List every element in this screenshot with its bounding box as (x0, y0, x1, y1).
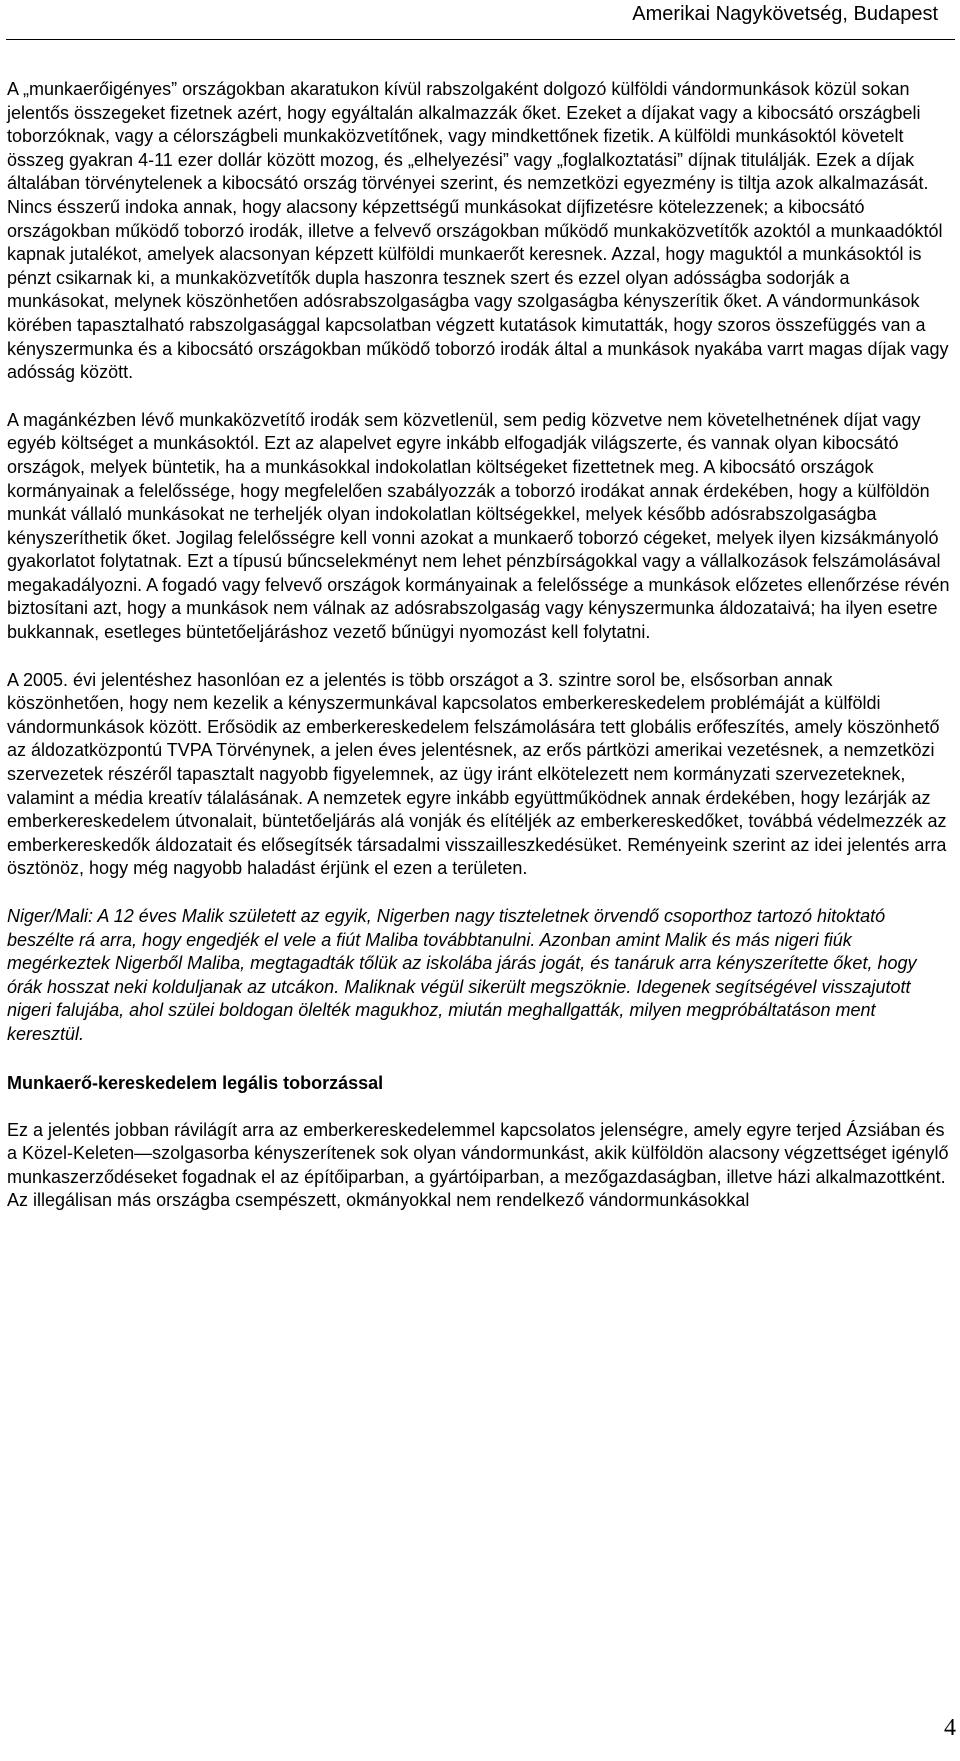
section-heading: Munkaerő-kereskedelem legális toborzással (7, 1072, 384, 1093)
document-body (7, 78, 951, 1237)
paragraph-tier-3: A 2005. évi jelentéshez hasonlóan ez a jelentés is több országot a 3. szintre sorol be, elsősorban annak köszönhetően, hogy nem kezelik a kényszermunkával kapcsolatos emberkereskedelem problémáját a külföldi vándormunkások között. Erősödik az emberkereskedelem felszámolására tett globális erőfeszítés, amely köszönhető az áldozatközpontú TVPA Törvénynek, a jelen éves jelentésnek, az erős pártközi amerikai vezetésnek, a nemzetközi szervezetek részéről tapasztalt nagyobb figyelemnek, az ügy iránt elkötelezett nem kormányzati szervezeteknek, valamint a média kreatív tálalásának. A nemzetek egyre inkább együttműködnek annak érdekében, hogy lezárják az emberkereskedelem útvonalait, büntetőeljárás alá vonják és elítéljék az emberkereskedőket, továbbá védelmezzék az emberkereskedők áldozatait és elősegítsék társadalmi visszailleszkedésüket. Reményeink szerint az idei jelentés arra ösztönöz, hogy még nagyobb haladást érjünk el ezen a területen. (7, 669, 947, 879)
running-header: Amerikai Nagykövetség, Budapest (632, 3, 938, 25)
case-study-niger-mali: Niger/Mali: A 12 éves Malik született az egyik, Nigerben nagy tiszteletnek örvendő csoporthoz tartozó hitoktató beszélte rá arra, hogy engedjék el vele a fiút Maliba továbbtanulni. Azonban amint Malik és más nigeri fiúk megérkeztek Nigerből Maliba, megtagadták tőlük az iskolába járás jogát, és tanáruk arra kényszerítette őket, hogy órák hosszat neki kolduljanak az utcákon. Maliknak végül sikerült megszöknie. Idegenek segítségével visszajutott nigeri falujába, ahol szülei boldogan ölelték magukhoz, miután meghallgatták, milyen megpróbáltatáson ment keresztül. (7, 906, 917, 1044)
paragraph-recruitment-fees: A „munkaerőigényes” országokban akaratukon kívül rabszolgaként dolgozó külföldi vándormunkások közül sokan jelentős összegeket fizetnek azért, hogy egyáltalán alkalmazzák őket. Ezeket a díjakat vagy a kibocsátó országbeli toborzóknak, vagy a célországbeli munkaközvetítőnek, vagy mindkettőnek fizetik. A külföldi munkásoktól követelt összeg gyakran 4-11 ezer dollár között mozog, és „elhelyezési” vagy „foglalkoztatási” díjnak titulálják. Ezek a díjak általában törvénytelenek a kibocsátó ország törvényei szerint, és nemzetközi egyezmény is tiltja azok alkalmazását. Nincs ésszerű indoka annak, hogy alacsony képzettségű munkásokat díjfizetésre kötelezzenek; a kibocsátó országokban működő toborzó irodák, illetve a felvevő országokban működő munkaközvetítők azoktól a munkaadóktól kapnak jutalékot, amelyek alacsonyan képzett külföldi munkaerőt keresnek. Azzal, hogy maguktól a munkásoktól is pénzt csikarnak ki, a munkaközvetítők dupla haszonra tesznek szert és ezzel olyan adósságba sodorják a munkásokat, melynek köszönhetően adósrabszolgaságba vagy szolgaságba kényszerítik őket. A vándormunkások körében tapasztalható rabszolgasággal kapcsolatban végzett kutatások kimutatták, hogy szoros összefüggés van a kényszermunka és a kibocsátó országokban működő toborzó irodák által a munkások nyakába varrt magas díjak vagy adósság között. (7, 79, 949, 383)
page-number: 4 (944, 1715, 956, 1741)
paragraph-private-agencies: A magánkézben lévő munkaközvetítő irodák sem közvetlenül, sem pedig közvetve nem követelhetnének díjat vagy egyéb költséget a munkásoktól. Ezt az alapelvet egyre inkább elfogadják világszerte, és vannak olyan kibocsátó országok, melyek büntetik, ha a munkásokkal indokolatlan költségeket fizettetnek meg. A kibocsátó országok kormányainak a felelőssége, hogy megfelelően szabályozzák a toborzó irodákat annak érdekében, hogy a külföldön munkát vállaló munkásokat ne terheljék olyan indokolatlan költségekkel, melyek később adósrabszolgaságba kényszeríthetik őket. Jogilag felelősségre kell vonni azokat a munkaerő toborzó cégeket, melyek ilyen kizsákmányoló gyakorlatot folytatnak. Ezt a típusú bűncselekményt nem lehet pénzbírságokkal vagy a vállalkozások felszámolásával megakadályozni. A fogadó vagy felvevő országok kormányainak a felelőssége a munkások előzetes ellenőrzése révén biztosítani azt, hogy a munkások nem válnak az adósrabszolgaság vagy kényszermunka áldozataivá; ha ilyen esetre bukkannak, esetleges büntetőeljáráshoz vezető bűnügyi nyomozást kell folytatni. (7, 409, 950, 643)
header-rule (6, 39, 955, 40)
paragraph-legal-recruitment: Ez a jelentés jobban rávilágít arra az emberkereskedelemmel kapcsolatos jelenségre, amely egyre terjed Ázsiában és a Közel-Keleten—szolgasorba kényszerítenek sok olyan vándormunkást, akik külföldön alacsony végzettséget igénylő munkaszerződéseket fogadnak el az építőiparban, a gyártóiparban, a mezőgazdaságban, illetve házi alkalmazottként. Az illegálisan más országba csempészett, okmányokkal nem rendelkező vándormunkásokkal (7, 1119, 949, 1211)
